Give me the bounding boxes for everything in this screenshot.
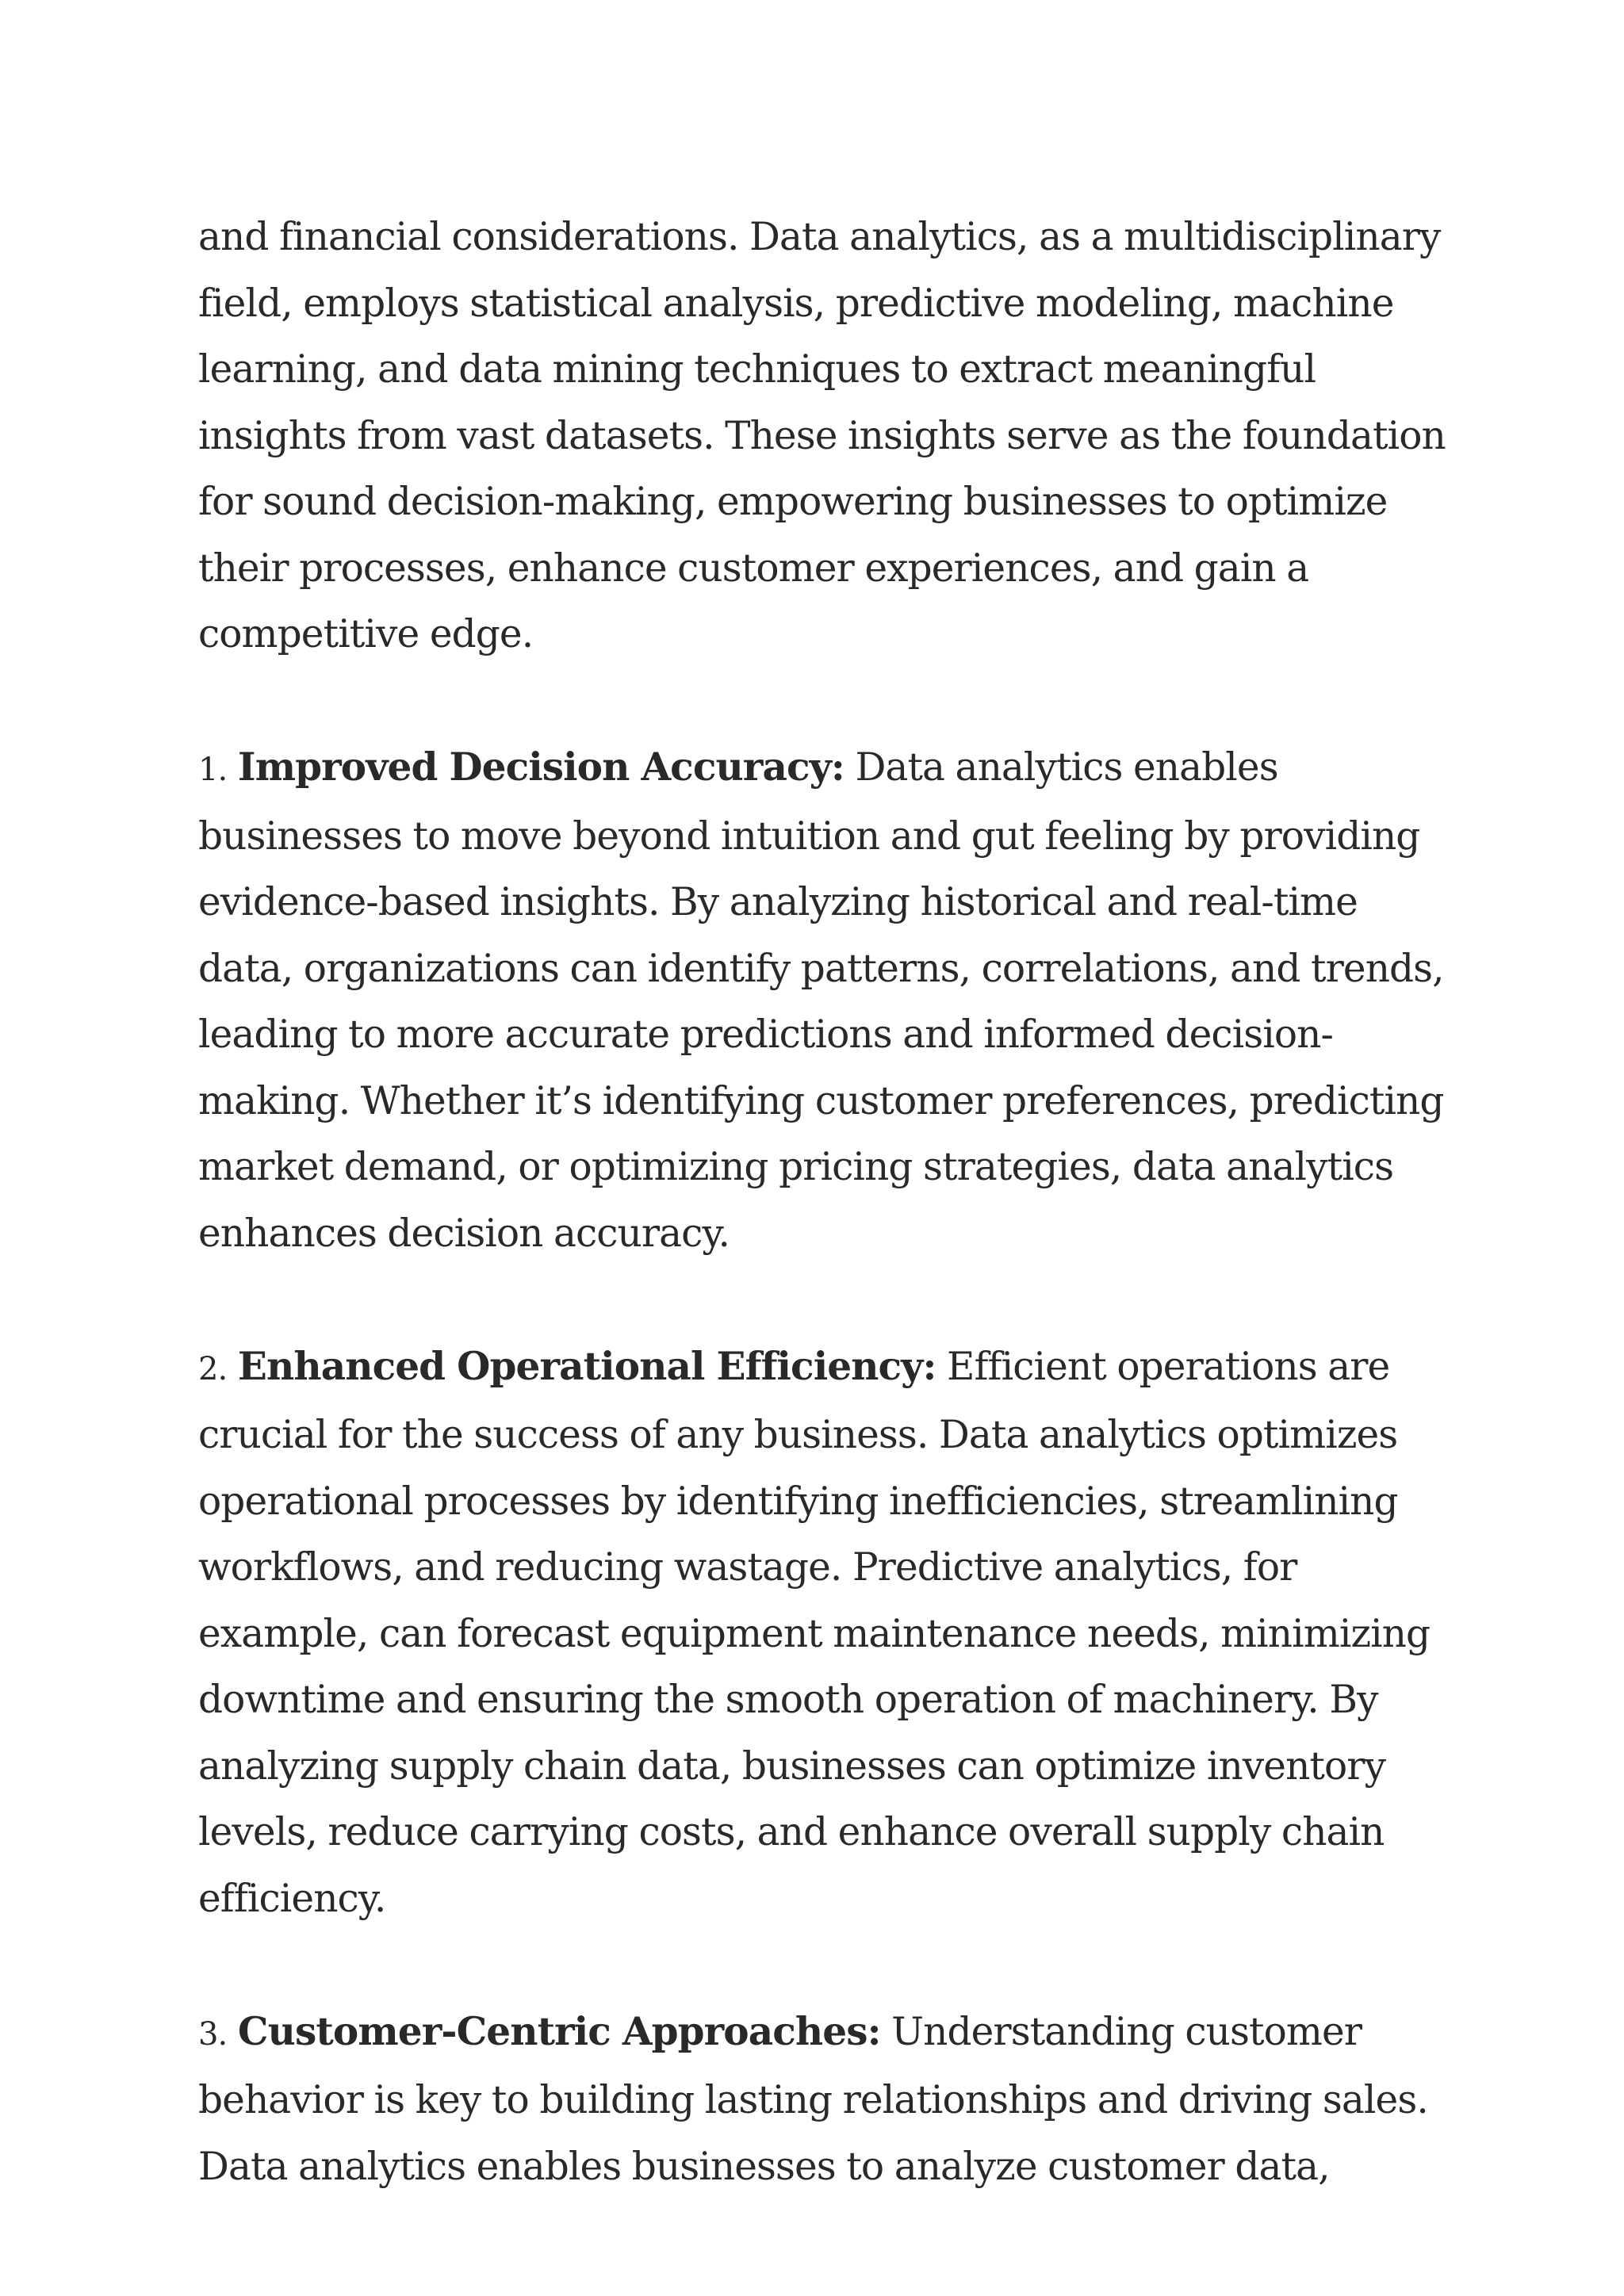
item-title: Improved Decision Accuracy: — [237, 744, 845, 790]
item-text: Efficient operations are crucial for the success of any business. Data analytics optimizes operational processes by identifying inefficiencies, streamlining workflows, and reducing wastage. Predictive analytics, for example, can forecast equipment maintenance needs, minimizing downtime and ensuring the smooth operation of machinery. By analyzing supply chain data, businesses can optimize inventory levels, reduce carrying costs, and enhance overall supply chain efficiency. — [198, 1344, 1431, 1921]
intro-paragraph: and financial considerations. Data analytics, as a multidisciplinary field, employs statistical analysis, predictive modeling, machine learning, and data mining techniques to extract meaningful insights from vast datasets. These insights serve as the foundation for sound decision-making, empowering businesses to optimize their processes, enhance customer experiences, and gain a competitive edge. — [198, 215, 1446, 656]
item-number: 1. — [198, 752, 228, 788]
item-text: Understanding customer behavior is key to building lasting relationships and driving sales. Data analytics enables businesses to analyze customer data, — [198, 2009, 1428, 2189]
document-page — [198, 205, 1459, 2267]
list-item-2 — [198, 1334, 1459, 1933]
list-item-3 — [198, 1999, 1459, 2201]
item-text: Data analytics enables businesses to move beyond intuition and gut feeling by providing evidence-based insights. By analyzing historical and real-time data, organizations can identify patterns, correlations, and trends, leading to more accurate predictions and informed decision-making. Whether it’s identifying customer preferences, predicting market demand, or optimizing pricing strategies, data analytics enhances decision accuracy. — [198, 745, 1444, 1256]
item-title: Enhanced Operational Efficiency: — [237, 1343, 936, 1389]
item-number: 2. — [198, 1350, 228, 1387]
item-number: 3. — [198, 2015, 228, 2053]
list-item-1 — [198, 734, 1459, 1267]
item-title: Customer-Centric Approaches: — [237, 2008, 881, 2054]
